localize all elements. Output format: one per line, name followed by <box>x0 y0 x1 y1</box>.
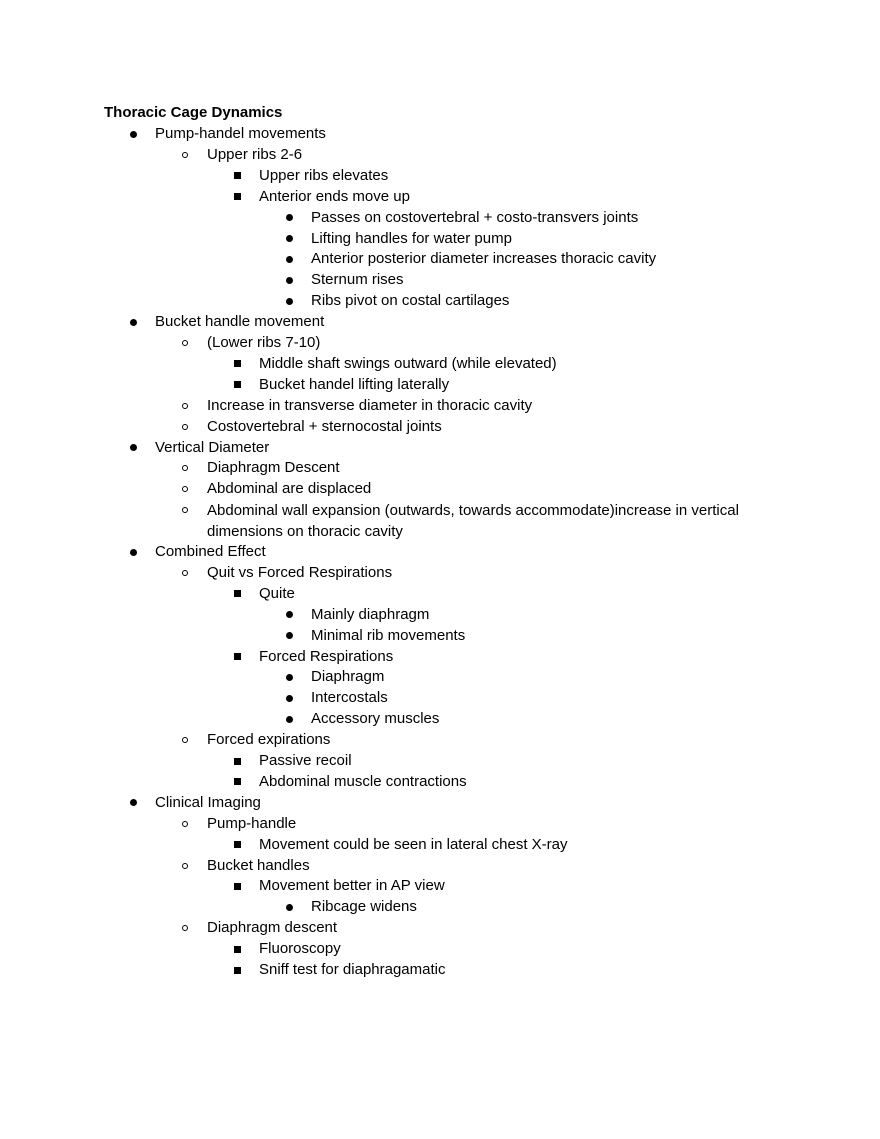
hollow-bullet-icon <box>179 564 191 582</box>
list-item <box>0 836 880 857</box>
square-bullet-icon <box>231 376 243 394</box>
list-item-text: Intercostals <box>311 689 388 707</box>
square-bullet-icon <box>231 940 243 958</box>
list-item-text: Anterior posterior diameter increases thoracic cavity <box>311 250 657 268</box>
list-item-text: Middle shaft swings outward (while elevated) <box>259 354 557 372</box>
list-item-text: Combined Effect <box>155 543 266 560</box>
filled-bullet-icon <box>127 125 139 143</box>
list-item-text: Pump-handle <box>207 814 297 832</box>
filled-bullet-icon <box>127 439 139 457</box>
list-item-text: Bucket handel lifting laterally <box>259 375 450 393</box>
list-item <box>0 898 880 919</box>
list-item-text: Diaphragm Descent <box>207 459 340 477</box>
list-item-text: Forced expirations <box>207 731 331 749</box>
square-bullet-icon <box>231 773 243 791</box>
list-item-text: Upper ribs 2-6 <box>207 145 303 163</box>
filled-bullet-icon <box>283 209 295 227</box>
list-item <box>0 250 880 271</box>
list-item-text: Lifting handles for water pump <box>311 229 512 247</box>
list-item-text: Minimal rib movements <box>311 626 466 644</box>
list-item-text: Abdominal are displaced <box>207 480 372 498</box>
list-item <box>0 125 880 146</box>
list-item <box>0 209 880 230</box>
list-item-text: Passive recoil <box>259 752 352 769</box>
list-item <box>0 919 880 940</box>
hollow-bullet-icon <box>179 857 191 875</box>
list-item <box>0 961 880 982</box>
filled-bullet-icon <box>283 292 295 310</box>
list-item <box>0 146 880 167</box>
list-item-text: (Lower ribs 7-10) <box>207 334 321 351</box>
list-item <box>0 313 880 334</box>
list-item-text: Passes on costovertebral + costo-transvers joints <box>311 208 639 226</box>
filled-bullet-icon <box>283 250 295 268</box>
filled-bullet-icon <box>283 271 295 289</box>
list-item-text: Sniff test for diaphragamatic <box>259 961 446 978</box>
list-item <box>0 752 880 773</box>
list-item-text: Ribs pivot on costal cartilages <box>311 292 510 310</box>
filled-bullet-icon <box>127 794 139 812</box>
square-bullet-icon <box>231 585 243 603</box>
list-item-text: Forced Respirations <box>259 647 394 665</box>
square-bullet-icon <box>231 167 243 185</box>
hollow-bullet-icon <box>179 146 191 164</box>
list-item <box>0 397 880 418</box>
hollow-bullet-icon <box>179 459 191 477</box>
list-item-text: Bucket handle movement <box>155 313 325 331</box>
list-item-text: Ribcage widens <box>311 898 417 916</box>
hollow-bullet-icon <box>179 334 191 352</box>
list-item <box>0 585 880 606</box>
list-item <box>0 627 880 648</box>
filled-bullet-icon <box>283 898 295 916</box>
list-item-text: Diaphragm <box>311 668 385 686</box>
list-item-text: Quite <box>259 584 295 602</box>
square-bullet-icon <box>231 961 243 979</box>
list-item-text: Sternum rises <box>311 271 404 289</box>
list-item <box>0 668 880 689</box>
list-item <box>0 480 880 501</box>
hollow-bullet-icon <box>179 919 191 937</box>
filled-bullet-icon <box>283 668 295 686</box>
list-item <box>0 815 880 836</box>
list-item <box>0 501 880 543</box>
filled-bullet-icon <box>283 230 295 248</box>
hollow-bullet-icon <box>179 501 191 519</box>
square-bullet-icon <box>231 752 243 770</box>
document-title: Thoracic Cage Dynamics <box>104 104 283 121</box>
filled-bullet-icon <box>127 313 139 331</box>
square-bullet-icon <box>231 648 243 666</box>
list-item-text: Movement better in AP view <box>259 877 445 895</box>
list-item <box>0 877 880 898</box>
list-item <box>0 188 880 209</box>
list-item-text: Abdominal muscle contractions <box>259 772 467 790</box>
list-item-text: Mainly diaphragm <box>311 605 430 623</box>
list-item-text: Anterior ends move up <box>259 187 410 205</box>
list-item <box>0 689 880 710</box>
list-item <box>0 292 880 313</box>
list-item-text: Accessory muscles <box>311 710 440 728</box>
list-item-text: Diaphragm descent <box>207 919 338 937</box>
list-item-text: Bucket handles <box>207 856 310 874</box>
square-bullet-icon <box>231 188 243 206</box>
list-item <box>0 459 880 480</box>
list-item <box>0 857 880 878</box>
list-item <box>0 940 880 961</box>
list-item-text: Pump-handel movements <box>155 125 326 142</box>
filled-bullet-icon <box>127 543 139 561</box>
list-item <box>0 543 880 564</box>
list-item <box>0 710 880 731</box>
filled-bullet-icon <box>283 606 295 624</box>
list-item <box>0 439 880 460</box>
filled-bullet-icon <box>283 710 295 728</box>
hollow-bullet-icon <box>179 731 191 749</box>
list-item <box>0 773 880 794</box>
list-item-text: Movement could be seen in lateral chest X-ray <box>259 835 568 853</box>
list-item-text: Abdominal wall expansion (outwards, towards accommodate)increase in vertical dimensions on thoracic cavity <box>207 502 739 541</box>
list-item <box>0 606 880 627</box>
list-item <box>0 355 880 376</box>
hollow-bullet-icon <box>179 397 191 415</box>
list-item-text: Fluoroscopy <box>259 940 341 958</box>
list-item-text: Upper ribs elevates <box>259 166 389 184</box>
filled-bullet-icon <box>283 627 295 645</box>
list-item <box>0 418 880 439</box>
square-bullet-icon <box>231 877 243 895</box>
list-item-text: Vertical Diameter <box>155 438 270 456</box>
list-item <box>0 376 880 397</box>
hollow-bullet-icon <box>179 418 191 436</box>
list-item <box>0 731 880 752</box>
list-item <box>0 230 880 251</box>
list-item-text: Increase in transverse diameter in thoracic cavity <box>207 396 533 414</box>
list-item <box>0 794 880 815</box>
list-item <box>0 648 880 669</box>
hollow-bullet-icon <box>179 480 191 498</box>
filled-bullet-icon <box>283 689 295 707</box>
list-item <box>0 564 880 585</box>
square-bullet-icon <box>231 355 243 373</box>
list-item <box>0 271 880 292</box>
list-item-text: Quit vs Forced Respirations <box>207 563 393 581</box>
list-item-text: Clinical Imaging <box>155 793 261 811</box>
list-item <box>0 334 880 355</box>
list-item <box>0 167 880 188</box>
hollow-bullet-icon <box>179 815 191 833</box>
square-bullet-icon <box>231 836 243 854</box>
list-item-text: Costovertebral + sternocostal joints <box>207 417 442 435</box>
